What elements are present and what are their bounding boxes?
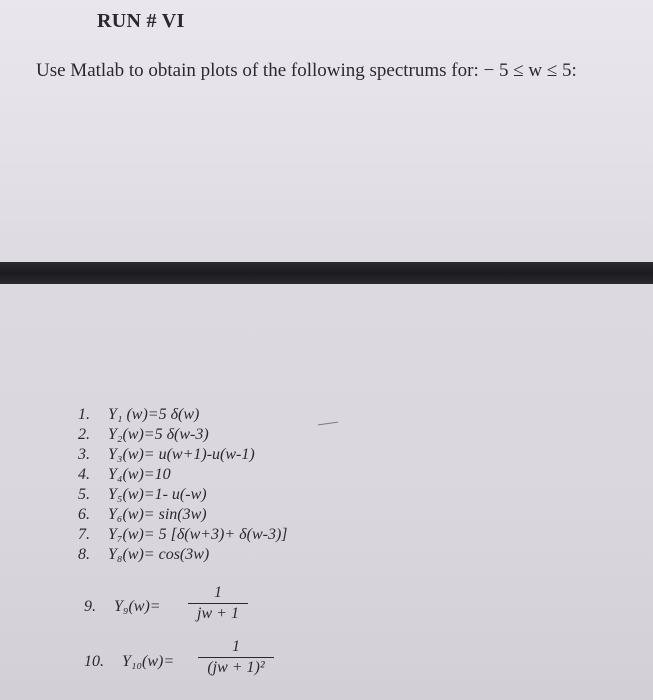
item-number: 6. [78,506,90,523]
item-number: 7. [78,526,90,543]
list-item-4 [78,465,171,485]
item-equation: Y₁ (w)=5 δ(w) [108,406,200,423]
list-item-3 [78,445,255,465]
item-number: 2. [78,426,90,443]
item-equation: Y₆(w)= sin(3w) [108,506,207,523]
item-equation: Y₂(w)=5 δ(w-3) [108,426,209,443]
run-title: RUN # VI [97,10,185,32]
item-equation: Y₃(w)= u(w+1)-u(w-1) [108,446,255,463]
list-item-6 [78,505,207,525]
list-item-8 [78,545,209,565]
item-number: 9. [84,598,96,615]
fraction-numerator: 1 [214,584,222,601]
instruction-text: Use Matlab to obtain plots of the following spectrums for: − 5 ≤ w ≤ 5: [36,60,577,81]
list-item-10 [84,652,174,672]
item-equation: Y₇(w)= 5 [δ(w+3)+ δ(w-3)] [108,526,288,543]
fraction-numerator: 1 [232,638,240,655]
item-equation: Y₅(w)=1- u(-w) [108,486,207,503]
list-item-1 [78,405,199,425]
list-item-2 [78,425,209,445]
item-number: 5. [78,486,90,503]
item-number: 10. [84,653,104,670]
fraction-10 [198,637,274,678]
list-item-5 [78,485,207,505]
item-equation: Y₉(w)= [114,598,161,615]
fraction-denominator: (jw + 1)² [207,659,265,676]
item-equation: Y₈(w)= cos(3w) [108,546,210,563]
item-equation: Y₁₀(w)= [122,653,175,670]
item-equation: Y₄(w)=10 [108,466,171,483]
item-number: 3. [78,446,90,463]
list-item-7 [78,525,288,545]
item-number: 1. [78,406,90,423]
fraction-denominator: jw + 1 [197,605,239,622]
dark-divider-band [0,262,653,284]
list-item-9 [84,597,161,617]
item-number: 8. [78,546,90,563]
paper-top-section [0,0,653,262]
fraction-9 [188,583,248,624]
item-number: 4. [78,466,90,483]
